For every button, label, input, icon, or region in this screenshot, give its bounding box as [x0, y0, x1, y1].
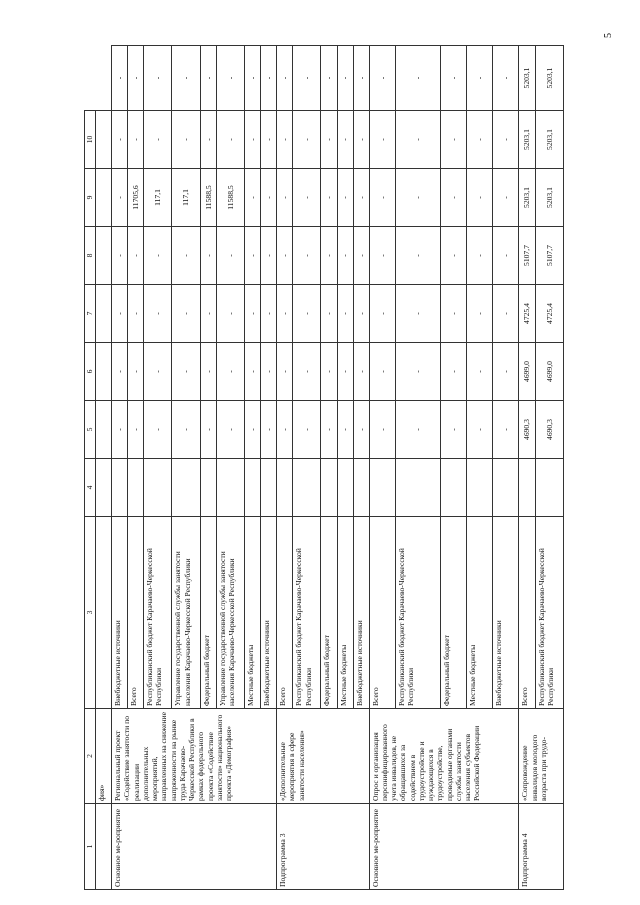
- value-cell: -: [337, 46, 353, 111]
- value-cell: -: [245, 401, 261, 459]
- value-cell: -: [261, 343, 277, 401]
- value-cell: -: [441, 46, 467, 111]
- value-cell: -: [293, 285, 321, 343]
- value-cell: 5107,7: [519, 227, 535, 285]
- value-cell: 11588,5: [216, 169, 244, 227]
- source-cell: Республиканский бюджет Карачаево-Черкесской Республики: [535, 517, 563, 709]
- value-cell: -: [337, 169, 353, 227]
- value-cell: -: [200, 343, 216, 401]
- value-cell: 5203,1: [535, 111, 563, 169]
- value-cell: -: [144, 46, 172, 111]
- value-cell: 11588,5: [200, 169, 216, 227]
- budget-table: [84, 45, 564, 890]
- rotated-table-container: [84, 45, 564, 890]
- value-cell: -: [369, 401, 395, 459]
- value-cell: -: [261, 401, 277, 459]
- value-cell: -: [441, 401, 467, 459]
- value-cell: -: [395, 169, 441, 227]
- value-cell: -: [441, 343, 467, 401]
- value-cell: -: [493, 227, 519, 285]
- source-cell: Местные бюджеты: [467, 517, 493, 709]
- value-cell: -: [261, 227, 277, 285]
- value-cell: [321, 459, 337, 517]
- value-cell: -: [369, 111, 395, 169]
- value-cell: [144, 459, 172, 517]
- value-cell: -: [395, 401, 441, 459]
- row-type-cell: Подпрограмма 4: [519, 804, 564, 890]
- value-cell: -: [216, 343, 244, 401]
- value-cell: -: [493, 401, 519, 459]
- value-cell: -: [321, 343, 337, 401]
- source-cell: Местные бюджеты: [337, 517, 353, 709]
- value-cell: -: [321, 227, 337, 285]
- value-cell: 5203,1: [535, 169, 563, 227]
- source-cell: Внебюджетные источники: [353, 517, 369, 709]
- value-cell: -: [261, 46, 277, 111]
- value-cell: -: [467, 401, 493, 459]
- value-cell: [467, 459, 493, 517]
- value-cell: -: [369, 343, 395, 401]
- value-cell: -: [321, 285, 337, 343]
- value-cell: 5203,1: [519, 169, 535, 227]
- value-cell: -: [172, 111, 200, 169]
- source-cell: Управление государственной службы занятости населения Карачаево-Черкесской Республики: [172, 517, 200, 709]
- row-name-cell: Региональный проект «Содействие занятости по реализации дополнительных мероприятий, направленных на снижение напряженности на рынке труда Карачаево-Черкесской Республики в рамках федерального проекта «Содействие занятости» национального проекта «Демография»: [112, 709, 277, 804]
- cell-empty: [96, 343, 112, 401]
- value-cell: -: [293, 46, 321, 111]
- value-cell: -: [216, 227, 244, 285]
- cell-empty: [96, 401, 112, 459]
- value-cell: [216, 459, 244, 517]
- value-cell: 5203,1: [519, 46, 535, 111]
- source-cell: Всего: [519, 517, 535, 709]
- value-cell: -: [277, 46, 293, 111]
- row-name-cell: «Сопровождение инвалидов молодого возраста при трудо-: [519, 709, 564, 804]
- column-header: 4: [85, 459, 96, 517]
- value-cell: 5107,7: [535, 227, 563, 285]
- value-cell: [519, 459, 535, 517]
- value-cell: -: [321, 111, 337, 169]
- value-cell: -: [467, 111, 493, 169]
- value-cell: -: [200, 46, 216, 111]
- row-type-cell: Подпрограмма 3: [277, 804, 370, 890]
- value-cell: -: [261, 111, 277, 169]
- source-cell: Внебюджетные источники: [493, 517, 519, 709]
- value-cell: -: [337, 285, 353, 343]
- value-cell: -: [128, 285, 144, 343]
- value-cell: -: [467, 169, 493, 227]
- row-name-cell: Опрос и организация персонифицированного учета инвалидов, не обращавшихся за содействием в трудоустройстве и нуждающихся в трудоустройстве, проводимые органами службы занятости населения субъектов Российской Федерации: [369, 709, 519, 804]
- value-cell: -: [321, 401, 337, 459]
- value-cell: [261, 459, 277, 517]
- value-cell: [441, 459, 467, 517]
- cell-empty: [96, 459, 112, 517]
- value-cell: -: [128, 401, 144, 459]
- value-cell: -: [493, 169, 519, 227]
- value-cell: -: [369, 46, 395, 111]
- value-cell: -: [493, 343, 519, 401]
- value-cell: 4690,3: [535, 401, 563, 459]
- value-cell: -: [172, 227, 200, 285]
- value-cell: -: [144, 111, 172, 169]
- value-cell: -: [128, 227, 144, 285]
- value-cell: -: [172, 343, 200, 401]
- value-cell: 4725,4: [535, 285, 563, 343]
- value-cell: -: [353, 285, 369, 343]
- table-row: [369, 46, 395, 890]
- column-header: 7: [85, 285, 96, 343]
- value-cell: -: [353, 111, 369, 169]
- cell-empty: [96, 227, 112, 285]
- cell-col2: фия»: [96, 709, 112, 804]
- value-cell: -: [293, 343, 321, 401]
- table-row: [519, 46, 535, 890]
- source-cell: Всего: [277, 517, 293, 709]
- value-cell: -: [112, 46, 128, 111]
- source-cell: Всего: [128, 517, 144, 709]
- header-row: [85, 46, 96, 890]
- value-cell: -: [293, 401, 321, 459]
- source-cell: Внебюджетные источники: [261, 517, 277, 709]
- value-cell: [353, 459, 369, 517]
- value-cell: -: [467, 227, 493, 285]
- value-cell: -: [112, 227, 128, 285]
- value-cell: -: [112, 401, 128, 459]
- value-cell: 5203,1: [519, 111, 535, 169]
- value-cell: 4690,3: [519, 401, 535, 459]
- value-cell: [277, 459, 293, 517]
- value-cell: -: [395, 285, 441, 343]
- column-header: 1: [85, 804, 96, 890]
- value-cell: 4725,4: [519, 285, 535, 343]
- column-header: 9: [85, 169, 96, 227]
- cell-empty: [96, 169, 112, 227]
- value-cell: -: [277, 401, 293, 459]
- value-cell: -: [277, 227, 293, 285]
- value-cell: -: [369, 285, 395, 343]
- value-cell: -: [395, 111, 441, 169]
- value-cell: -: [144, 401, 172, 459]
- value-cell: -: [467, 285, 493, 343]
- value-cell: -: [493, 285, 519, 343]
- value-cell: -: [128, 46, 144, 111]
- source-cell: Местные бюджеты: [245, 517, 261, 709]
- value-cell: -: [321, 46, 337, 111]
- column-header: 5: [85, 401, 96, 459]
- source-cell: Республиканский бюджет Карачаево-Черкесской Республики: [144, 517, 172, 709]
- value-cell: -: [277, 111, 293, 169]
- value-cell: [245, 459, 261, 517]
- table-body: [96, 46, 564, 890]
- column-header: 3: [85, 517, 96, 709]
- value-cell: -: [337, 401, 353, 459]
- value-cell: -: [216, 285, 244, 343]
- value-cell: -: [216, 46, 244, 111]
- value-cell: -: [172, 46, 200, 111]
- table-row: [277, 46, 293, 890]
- row-type-cell: Основное ме-роприятие: [369, 804, 519, 890]
- value-cell: -: [337, 343, 353, 401]
- value-cell: -: [245, 285, 261, 343]
- cell-empty: [96, 517, 112, 709]
- value-cell: -: [395, 343, 441, 401]
- source-cell: Федеральный бюджет: [200, 517, 216, 709]
- value-cell: -: [395, 227, 441, 285]
- value-cell: -: [112, 169, 128, 227]
- value-cell: -: [245, 46, 261, 111]
- value-cell: -: [277, 169, 293, 227]
- value-cell: -: [245, 111, 261, 169]
- value-cell: -: [172, 285, 200, 343]
- value-cell: 117,1: [172, 169, 200, 227]
- value-cell: -: [293, 169, 321, 227]
- value-cell: -: [261, 169, 277, 227]
- row-type-cell: Основное ме-роприятие: [112, 804, 277, 890]
- value-cell: -: [261, 285, 277, 343]
- value-cell: -: [144, 285, 172, 343]
- value-cell: -: [245, 169, 261, 227]
- value-cell: -: [112, 111, 128, 169]
- cell-col1: [96, 804, 112, 890]
- column-header: 2: [85, 709, 96, 804]
- source-cell: Федеральный бюджет: [321, 517, 337, 709]
- column-header: 10: [85, 111, 96, 169]
- value-cell: -: [200, 111, 216, 169]
- value-cell: [337, 459, 353, 517]
- value-cell: [200, 459, 216, 517]
- value-cell: -: [467, 46, 493, 111]
- value-cell: -: [128, 343, 144, 401]
- value-cell: 5203,1: [535, 46, 563, 111]
- value-cell: 4699,0: [535, 343, 563, 401]
- value-cell: -: [493, 46, 519, 111]
- value-cell: -: [395, 46, 441, 111]
- page-number: 5: [603, 33, 614, 38]
- value-cell: -: [441, 227, 467, 285]
- value-cell: -: [353, 46, 369, 111]
- value-cell: -: [353, 227, 369, 285]
- value-cell: [369, 459, 395, 517]
- value-cell: [128, 459, 144, 517]
- value-cell: -: [277, 343, 293, 401]
- table-row: [96, 46, 112, 890]
- source-cell: Внебюджетные источники: [112, 517, 128, 709]
- value-cell: [112, 459, 128, 517]
- value-cell: -: [467, 343, 493, 401]
- value-cell: [493, 459, 519, 517]
- cell-empty: [96, 285, 112, 343]
- value-cell: 117,1: [144, 169, 172, 227]
- source-cell: Управление государственной службы занятости населения Карачаево-Черкесской Республики: [216, 517, 244, 709]
- value-cell: -: [200, 285, 216, 343]
- value-cell: -: [144, 227, 172, 285]
- source-cell: Федеральный бюджет: [441, 517, 467, 709]
- value-cell: -: [216, 111, 244, 169]
- value-cell: 11705,6: [128, 169, 144, 227]
- value-cell: 4699,0: [519, 343, 535, 401]
- source-cell: Всего: [369, 517, 395, 709]
- value-cell: -: [369, 169, 395, 227]
- value-cell: -: [337, 227, 353, 285]
- value-cell: -: [353, 401, 369, 459]
- value-cell: -: [441, 169, 467, 227]
- value-cell: -: [353, 169, 369, 227]
- column-header: 6: [85, 343, 96, 401]
- value-cell: -: [493, 111, 519, 169]
- value-cell: -: [245, 343, 261, 401]
- value-cell: -: [277, 285, 293, 343]
- value-cell: -: [337, 111, 353, 169]
- value-cell: [395, 459, 441, 517]
- value-cell: -: [293, 111, 321, 169]
- value-cell: [293, 459, 321, 517]
- value-cell: -: [321, 169, 337, 227]
- cell-empty: [96, 111, 112, 169]
- table-row: [112, 46, 128, 890]
- source-cell: Республиканский бюджет Карачаево-Черкесской Республики: [395, 517, 441, 709]
- value-cell: -: [200, 227, 216, 285]
- value-cell: -: [144, 343, 172, 401]
- row-name-cell: «Дополнительные мероприятия в сфере занятости населения»: [277, 709, 370, 804]
- value-cell: -: [441, 285, 467, 343]
- value-cell: -: [369, 227, 395, 285]
- source-cell: Республиканский бюджет Карачаево-Черкесской Республики: [293, 517, 321, 709]
- value-cell: -: [112, 343, 128, 401]
- value-cell: [535, 459, 563, 517]
- value-cell: -: [441, 111, 467, 169]
- value-cell: -: [128, 111, 144, 169]
- value-cell: [172, 459, 200, 517]
- value-cell: -: [353, 343, 369, 401]
- value-cell: -: [172, 401, 200, 459]
- value-cell: -: [293, 227, 321, 285]
- value-cell: -: [216, 401, 244, 459]
- value-cell: -: [245, 227, 261, 285]
- value-cell: -: [112, 285, 128, 343]
- column-header: 8: [85, 227, 96, 285]
- value-cell: -: [200, 401, 216, 459]
